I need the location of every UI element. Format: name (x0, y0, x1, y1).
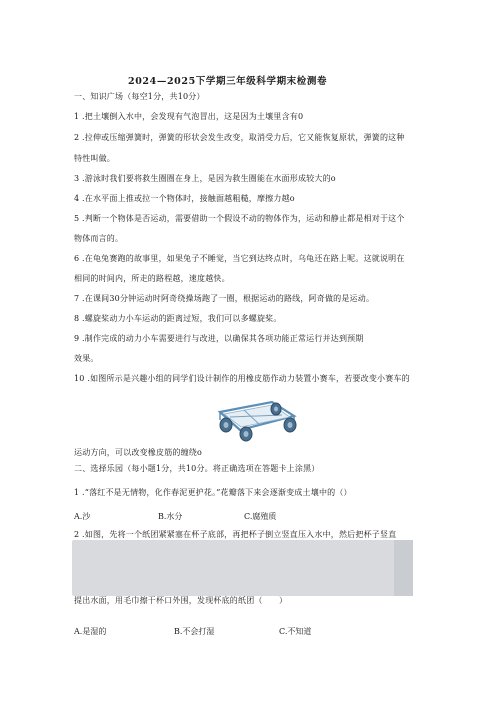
rubber-band-car-figure (214, 398, 298, 444)
choice-question-2-line1: 2 .如图，先将一个纸团紧紧塞在杯子底部，再把杯子倒立竖直压入水中，然后把杯子竖直 (74, 530, 397, 539)
question-10-line2: 运动方向，可以改变橡皮筋的缠绕o (74, 448, 203, 457)
choice-question-1: 1 .“落红不是无情物，化作春泥更护花。”花瓣落下来会逐渐变成土壤中的（） (74, 488, 352, 497)
choice-question-2-line2: 提出水面，用毛巾擦干杯口外围，发现杯底的纸团（ ） (74, 596, 288, 605)
choice-q2-option-b: B.不会打湿 (174, 627, 215, 636)
section1-heading: 一、知识广场（每空1分，共10分） (74, 92, 205, 101)
question-9-line2: 效果。 (74, 354, 99, 363)
choice-q2-option-c: C.不知道 (279, 627, 312, 636)
question-8: 8 .螺旋桨动力小车运动的距离过短，我们可以多螺旋桨。 (74, 314, 282, 323)
question-10-line1: 10 .如图所示是兴趣小组的同学们设计制作的用橡皮筋作动力装置小赛车，若要改变小赛车的 (74, 374, 410, 383)
question-6-line1: 6 .在龟兔赛跑的故事里，如果兔子不睡觉，当它到达终点时，乌龟还在路上呢。这就说明在 (74, 254, 405, 263)
question-5-line1: 5 .判断一个物体是否运动，需要借助一个假设不动的物体作为，运动和静止都是相对于这个 (74, 214, 405, 223)
question-2-line2: 特性叫做。 (74, 154, 115, 163)
question-4: 4 .在水平面上推或拉一个物体时，接触面越粗糙，摩擦力越o (74, 194, 295, 203)
question-1: 1 .把土壤倒入水中，会发现有气泡冒出，这是因为土壤里含有0 (74, 112, 304, 121)
question-7: 7 .在课间30分钟运动时阿奇绕操场跑了一圈，根据运动的路线，阿奇做的是运动。 (74, 294, 375, 303)
question-2-line1: 2 .拉伸或压缩弹簧时，弹簧的形状会发生改变，取消受力后，它又能恢复原状，弹簧的这种 (74, 133, 405, 142)
question-9-line1: 9 .制作完成的动力小车需要进行与改进，以确保其各项功能正常运行并达到预期 (74, 334, 364, 343)
question-6-line2: 相同的时间内，所走的路程越，速度越快。 (74, 274, 230, 283)
choice-q1-option-c: C.腐殖质 (244, 512, 277, 521)
cup-experiment-figure (72, 540, 413, 596)
page-title: 2024—2025下学期三年级科学期末检测卷 (128, 76, 328, 87)
choice-q1-option-a: A.沙 (74, 512, 91, 521)
choice-q1-option-b: B.水分 (158, 512, 183, 521)
question-3: 3 .游泳时我们要将救生圈圈在身上，是因为救生圈能在水面形成较大的o (74, 174, 336, 183)
question-5-line2: 物体而言的。 (74, 234, 124, 243)
choice-q2-option-a: A.是湿的 (74, 627, 107, 636)
figure-shade (394, 540, 413, 596)
section2-heading: 二、选择乐园（每小题1分，共10分。将正确选项在答题卡上涂黑） (74, 464, 320, 473)
